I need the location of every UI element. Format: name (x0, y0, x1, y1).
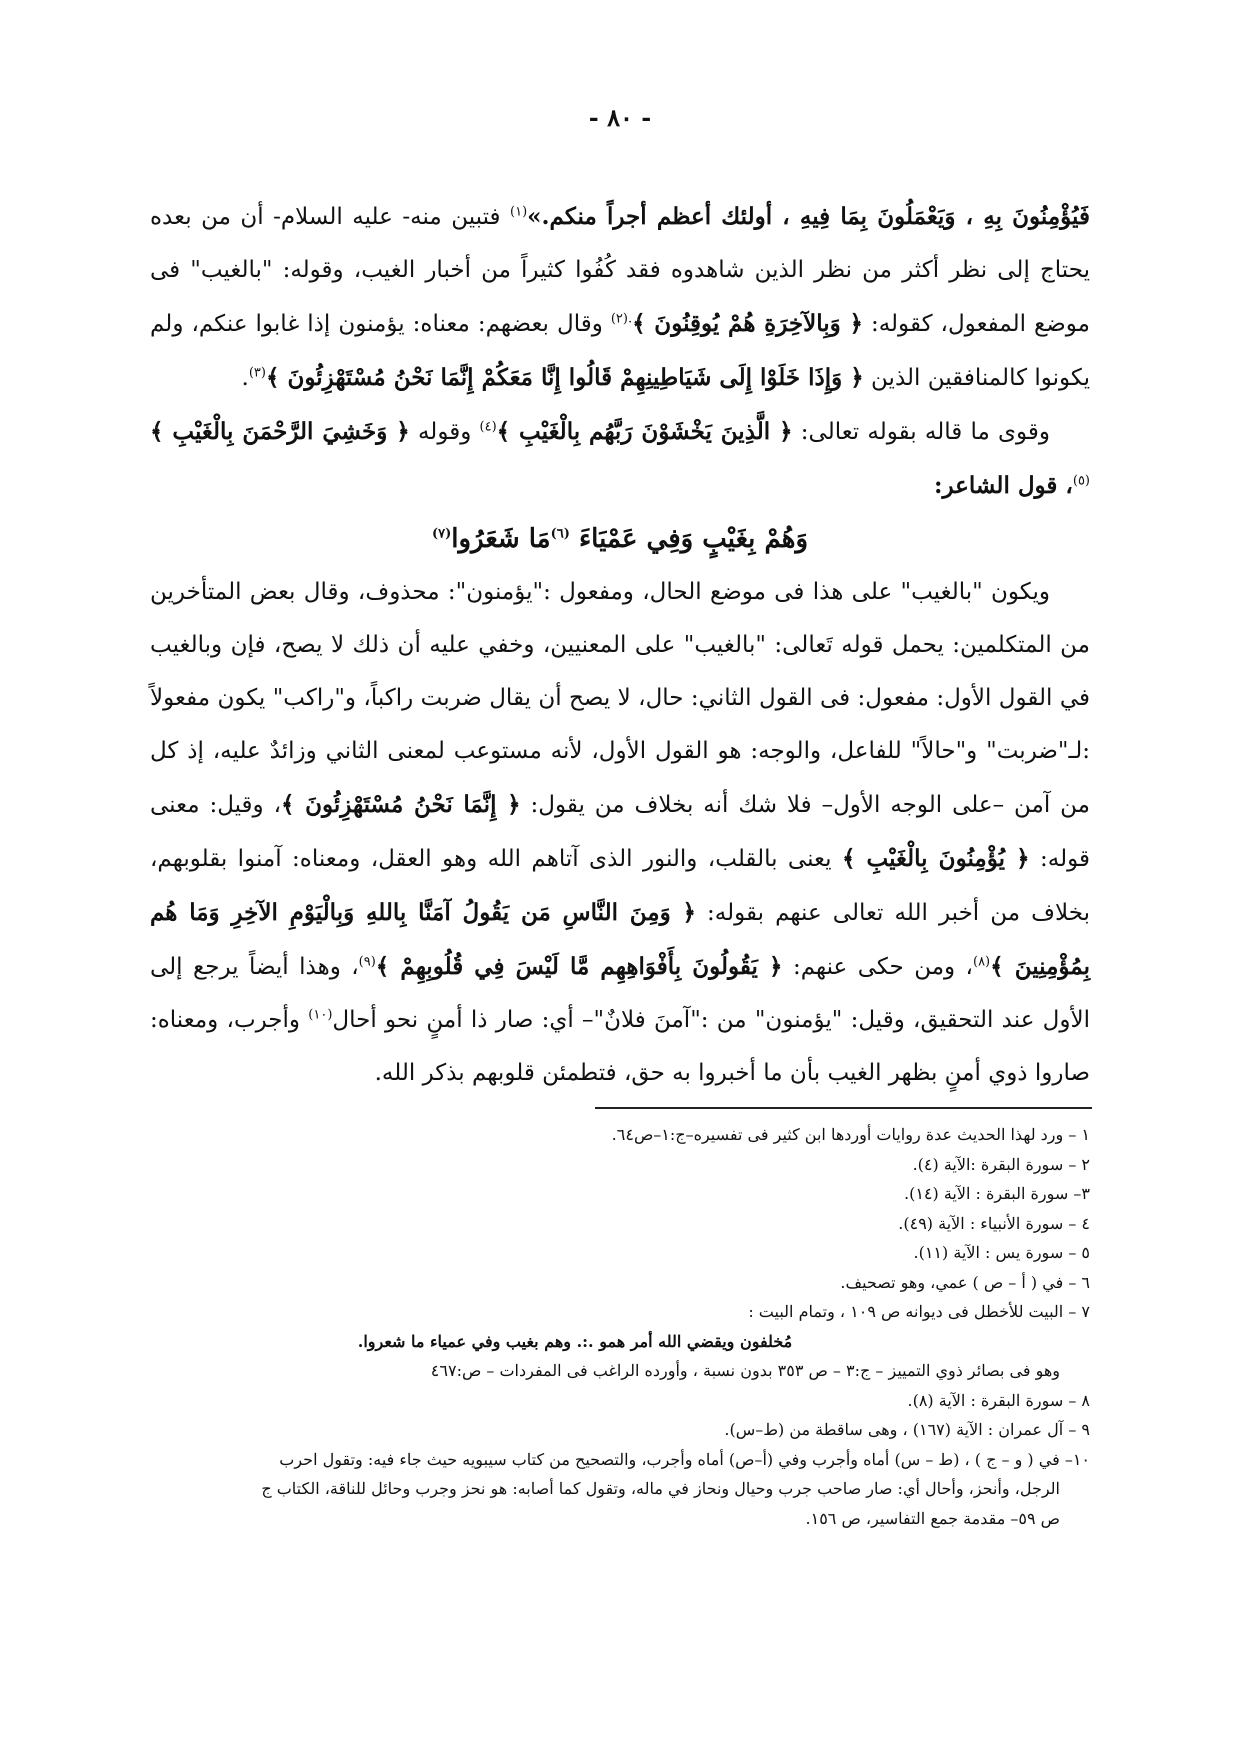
footnote-7-poem: مُخلفون ويقضي الله أمر همو .:. وهم بغيب وفي عمياء ما شعروا. (357, 1331, 793, 1351)
quotation: ﴿ يَقُولُونَ بِأَفْوَاهِهِم مَّا لَيْسَ فِي قُلُوبِهِمْ ﴾ (375, 953, 783, 980)
footnote-9: ٩ – آل عمران : الآية (١٦٧) ، وهى ساقطة من (ط–س). (724, 1420, 1090, 1439)
paragraph-3 (150, 566, 1090, 1100)
footnote-marker: .(٢) (610, 311, 633, 327)
text-run: ، ومن حكى عنهم: (782, 954, 973, 980)
footnote-4: ٤ – سورة الأنبياء : الآية (٤٩). (898, 1213, 1090, 1233)
footnote-marker: (١) (510, 204, 528, 220)
footnote-2: ٢ – سورة البقرة :الآية (٤). (912, 1154, 1090, 1174)
footnote-marker: (٤) (479, 419, 497, 435)
text-run: وأجرب، ومعناه: صاروا ذوي أمنٍ بظهر الغيب بأن ما أخبروا به حق، فتطمئن قلوبهم بذكر الله. (150, 1007, 1090, 1086)
text-run: وقال بعضهم: معناه: يؤمنون إذا غابوا عنكم، ولم يكونوا كالمنافقين الذين (150, 311, 1090, 391)
footnote-6: ٦ – في ( أ – ص ) عمي، وهو تصحيف. (840, 1272, 1090, 1292)
quotation: ﴿ إِنَّمَا نَحْنُ مُسْتَهْزِئُونَ ﴾ (281, 791, 521, 818)
footnote-7-continued: وهو فى بصائر ذوي التمييز – ج:٣ – ص ٣٥٣ بدون نسبة ، وأورده الراغب فى المفردات – ص:٤٦٧ (430, 1361, 1060, 1380)
footnote-8: ٨ – سورة البقرة : الآية (٨). (907, 1390, 1090, 1410)
text-run: وقوى ما قاله بقوله تعالى: (792, 419, 1050, 445)
main-text (150, 190, 1090, 1100)
footnote-5: ٥ – سورة يس : الآية (١١). (913, 1243, 1090, 1262)
text-run: ، وقيل: معنى قوله: (150, 792, 1090, 872)
text-run: . (241, 365, 249, 391)
footnote-3: ٣– سورة البقرة : الآية (١٤). (903, 1184, 1090, 1203)
footnote-marker: (٦) (550, 526, 570, 542)
quotation: ، قول الشاعر: (934, 472, 1073, 499)
footnote-marker: (٩) (358, 954, 376, 970)
quotation: ﴿ الَّذِينَ يَخْشَوْنَ رَبَّهُم بِالْغَيْبِ ﴾ (496, 418, 793, 445)
footnote-marker: (٥) (1072, 473, 1090, 489)
text-run: وقوله (409, 419, 480, 445)
text-run: يعنى بالقلب، والنور الذى آتاهم الله وهو العقل، ومعناه: آمنوا بقلوبهم، بخلاف من أخبر الله تعالى عنهم بقوله: (150, 846, 1090, 926)
footnotes (150, 1120, 1090, 1533)
footnote-separator (595, 1107, 1092, 1109)
paragraph-2 (150, 405, 1090, 513)
text-run: ويكون "بالغيب" على هذا فى موضع الحال، ومفعول :"يؤمنون": محذوف، وقال بعض المتأخرين من المتكلمين: يحمل قوله تَعالى: "بالغيب" على المعنيين، وخفي عليه أن ذلك لا يصح، فإن وبالغيب في القول الأول: مفعول: فى القول الثاني: حال، لا يصح أن يقال ضربت راكباً، و"راكب" يكون مفعولاً :لـ"ضربت" و"حالاً" للفاعل، والوجه: هو القول الأول، لأنه مستوعب لمعنى الثاني وزائدٌ عليه، إذ كل من آمن –على الوجه الأول– فلا شك أنه بخلاف من يقول: (150, 579, 1090, 818)
footnote-10: ١٠– في ( و – ج ) ، (ط – س) أماه وأجرب وفي (أ–ص) أماه وأجرب، والتصحيح من كتاب سيبويه حيث جاء فيه: وتقول احرب (279, 1449, 1090, 1469)
quotation: مَا شَعَرُوا (451, 524, 551, 554)
footnote-10-continued: الرجل، وأنحز، وأحال أي: صار صاحب جرب وحيال ونحاز في ماله، وتقول كما أصابه: هو نحز وجرب وحائل للناقة، الكتاب ج (261, 1479, 1060, 1498)
paragraph-1 (150, 190, 1090, 405)
quotation: ﴿ يُؤْمِنُونَ بِالْغَيْبِ ﴾ (841, 845, 1030, 872)
footnote-1: ١ – ورد لهذا الحديث عدة روايات أوردها ابن كثير فى تفسيره–ج:١–ص٦٤. (611, 1125, 1090, 1144)
text-run: ، وهذا أيضاً يرجع إلى الأول عند التحقيق، وقيل: "يؤمنون" من :"آمنَ فلانٌ"– أي: صار ذا أمنٍ نحو أحال (150, 954, 1090, 1033)
footnote-marker: (٨) (972, 954, 991, 970)
footnote-marker: (٣) (248, 365, 266, 381)
footnote-10-continued-2: ص ٥٩– مقدمة جمع التفاسير، ص ١٥٦. (805, 1508, 1060, 1528)
footnote-marker: (١٠) (308, 1007, 333, 1023)
quotation: ﴿ وَمِنَ النَّاسِ مَن يَقُولُ آمَنَّا بِاللهِ وَبِالْيَوْمِ الآخِرِ وَمَا هُم بِمُؤْمِنِينَ ﴾ (150, 899, 1091, 980)
page-number: - ٨٠ - (588, 103, 652, 132)
quotation: ﴿ وَإِذَا خَلَوْا إِلَى شَيَاطِينِهِمْ قَالُوا إِنَّا مَعَكُمْ إِنَّمَا نَحْنُ مُسْتَهْزِئُونَ ﴾ (265, 364, 864, 391)
footnote-marker: (٧) (431, 526, 452, 542)
poem-verse (150, 513, 1090, 566)
text-run: فتبين منه- عليه السلام- أن من بعده يحتاج إلى نظر أكثر من نظر الذين شاهدوه فقد كُفُوا كثيراً من أخبار الغيب، وقوله: "بالغيب" فى موضع المفعول، كقوله: (150, 204, 1090, 337)
quotation: فَيُؤْمِنُونَ بِهِ ، وَيَعْمَلُونَ بِمَا فِيهِ ، أولئك أعظم أجراً منكم.» (527, 203, 1090, 230)
quotation: ﴿ وَبِالآخِرَةِ هُمْ يُوقِنُونَ ﴾ (632, 310, 863, 337)
quotation: ﴿ وَخَشِيَ الرَّحْمَنَ بِالْغَيْبِ ﴾ (150, 418, 410, 445)
quotation: وَهُمْ بِغَيْبٍ وَفِي عَمْيَاءَ (569, 524, 809, 554)
footnote-7: ٧ – البيت للأخطل فى ديوانه ص ١٠٩ ، وتمام البيت : (748, 1302, 1090, 1321)
